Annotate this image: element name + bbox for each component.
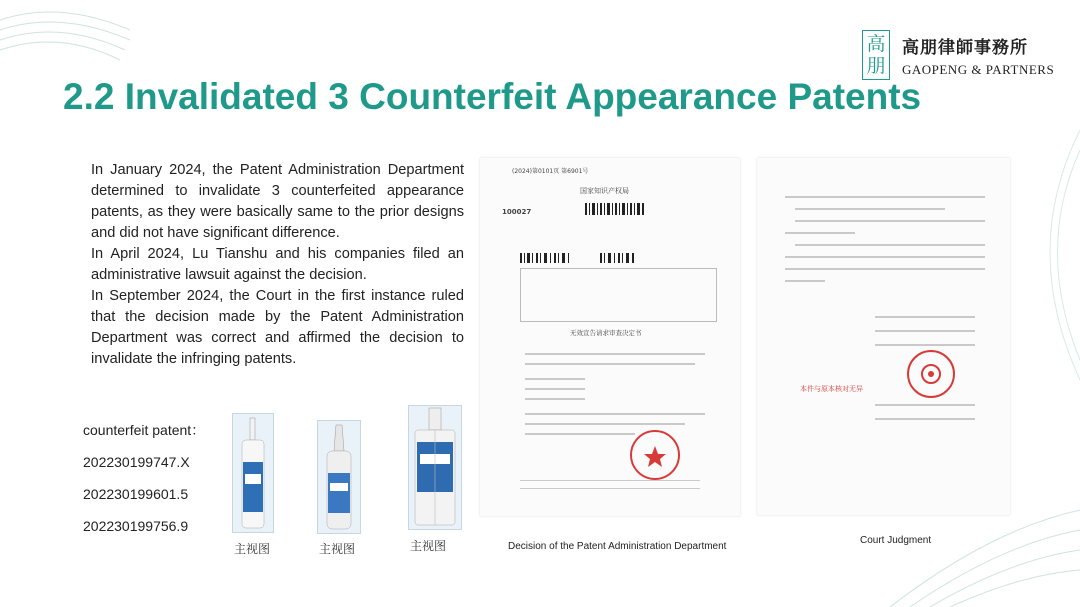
logo-english-name: GAOPENG & PARTNERS <box>902 61 1055 77</box>
patent-number: 202230199601.5 <box>83 486 189 502</box>
decision-postcode: 100027 <box>502 208 532 216</box>
doc-text-line <box>795 220 985 222</box>
doc-text-line <box>520 480 700 481</box>
doc-text-line <box>520 488 700 489</box>
doc-text-line <box>525 353 705 355</box>
paragraph-3: In September 2024, the Court in the first instance ruled that the decision made by the Patent Administration Department was correct and affirmed the decision to invalidate the infringing patents. <box>91 288 464 367</box>
decorative-swirl-top-left <box>0 0 140 70</box>
court-seal-icon <box>907 350 955 398</box>
barcode-icon <box>585 203 645 215</box>
decision-header-text: (2024)第0101页 第6901号 <box>512 168 589 175</box>
glue-bottle-icon <box>233 414 273 532</box>
logo-chinese-name: 高朋律師事務所 <box>902 37 1028 58</box>
doc-text-line <box>875 330 975 332</box>
glue-bottle-icon <box>318 421 360 533</box>
body-text <box>91 160 464 370</box>
doc-text-line <box>785 232 855 234</box>
patent-list <box>83 420 205 548</box>
logo-mark-top: 高 <box>866 33 886 55</box>
decision-caption: Decision of the Patent Administration Department <box>508 541 727 552</box>
judgment-note: 本件与原本核对无异 <box>800 385 863 393</box>
doc-text-line <box>525 363 695 365</box>
product-caption-1: 主视图 <box>234 542 271 556</box>
doc-text-line <box>785 280 825 282</box>
doc-text-line <box>875 344 975 346</box>
product-image-3 <box>408 405 462 530</box>
court-judgment-image <box>757 158 1010 515</box>
doc-text-line <box>525 378 585 380</box>
logo-mark <box>862 30 890 80</box>
paragraph-2: In April 2024, Lu Tianshu and his companies filed an administrative lawsuit against the decision. <box>91 246 464 283</box>
patent-number: 202230199756.9 <box>83 518 189 534</box>
patent-number: 202230199747.X <box>83 454 190 470</box>
decision-header: 国家知识产权局 <box>580 187 629 195</box>
doc-text-line <box>525 398 585 400</box>
doc-text-line <box>525 413 705 415</box>
doc-text-line <box>785 256 985 258</box>
doc-text-line <box>525 388 585 390</box>
decorative-swirl-right <box>1010 130 1080 380</box>
product-image-1 <box>232 413 274 533</box>
firm-logo <box>862 30 1054 80</box>
doc-text-line <box>875 316 975 318</box>
doc-text-line <box>875 404 975 406</box>
decision-info-table <box>520 268 717 322</box>
product-caption-2: 主视图 <box>319 542 356 556</box>
dual-syringe-icon <box>409 406 461 529</box>
paragraph-1: In January 2024, the Patent Administration Department determined to invalidate 3 counterfeited appearance patents, as they were basically same to the prior designs and did not have significant difference. <box>91 162 464 241</box>
logo-mark-bottom: 朋 <box>866 55 886 77</box>
product-caption-3: 主视图 <box>410 539 447 553</box>
decision-document-image <box>480 158 740 516</box>
doc-text-line <box>785 268 985 270</box>
doc-text-line <box>525 423 685 425</box>
barcode-icon <box>520 253 650 263</box>
doc-text-line <box>525 433 635 435</box>
logo-text <box>902 33 1054 78</box>
product-image-2 <box>317 420 361 534</box>
doc-text-line <box>785 196 985 198</box>
doc-text-line <box>875 418 975 420</box>
doc-text-line <box>795 244 985 246</box>
patent-list-label: counterfeit patent： <box>83 422 206 438</box>
slide-title: 2.2 Invalidated 3 Counterfeit Appearance Patents <box>63 76 922 117</box>
decision-title: 无效宣告请求审查决定书 <box>570 329 642 337</box>
official-seal-icon <box>630 430 680 480</box>
judgment-caption: Court Judgment <box>860 535 932 546</box>
doc-text-line <box>795 208 945 210</box>
